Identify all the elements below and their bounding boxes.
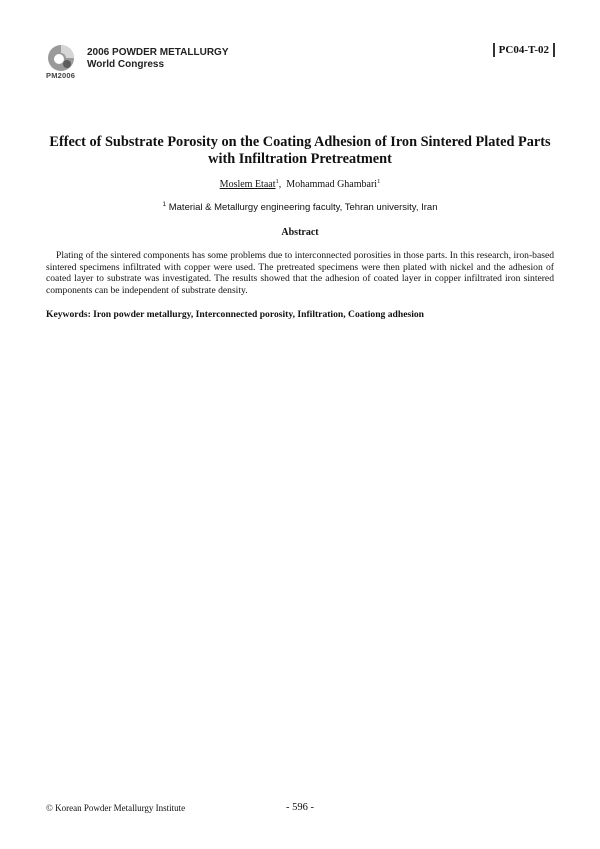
title-line-1: Effect of Substrate Porosity on the Coating Adhesion of Iron Sintered Plated Parts (49, 134, 551, 150)
pm2006-logo-icon (46, 43, 76, 73)
paper-code-text: PC04-T-02 (498, 44, 549, 56)
abstract-heading: Abstract (281, 227, 319, 238)
page-number: - 596 - (286, 802, 314, 813)
congress-line-2: World Congress (87, 59, 165, 70)
logo-text: PM2006 (46, 71, 76, 80)
author-sup: 1 (275, 178, 279, 185)
keywords-label: Keywords: (46, 309, 91, 320)
author-name: Mohammad Ghambari (286, 179, 378, 190)
copyright: © Korean Powder Metallurgy Institute (46, 803, 186, 813)
paper-title (30, 134, 570, 167)
affiliation (0, 201, 600, 213)
affiliation-sup: 1 (162, 201, 167, 208)
code-bar-right (553, 43, 555, 57)
congress-line-1: 2006 POWDER METALLURGY (87, 47, 229, 58)
author-name: Moslem Etaat (219, 179, 276, 190)
code-bar-left (493, 43, 495, 57)
paper-code (492, 43, 556, 57)
authors (0, 178, 600, 190)
congress-logo (44, 43, 78, 83)
congress-name (87, 47, 229, 71)
title-line-2: with Infiltration Pretreatment (208, 150, 392, 167)
affiliation-text: Material & Metallurgy engineering faculty, Tehran university, Iran (168, 202, 438, 213)
abstract-text: Plating of the sintered components has some problems due to interconnected porosities in those parts. In this research, iron-based sintered specimens infiltrated with copper were used. The pretreated specimens were then plated with nickel and the adhesion of coated layer to substrate was investigated. The results showed that the adhesion of coated layer in copper infiltrated iron sintered components can be independent of substrate density. (46, 250, 554, 296)
keywords (46, 309, 554, 320)
author-separator: , (278, 179, 282, 190)
keywords-text: Iron powder metallurgy, Interconnected porosity, Infiltration, Coationg adhesion (93, 309, 424, 320)
author-sup: 1 (377, 178, 381, 185)
